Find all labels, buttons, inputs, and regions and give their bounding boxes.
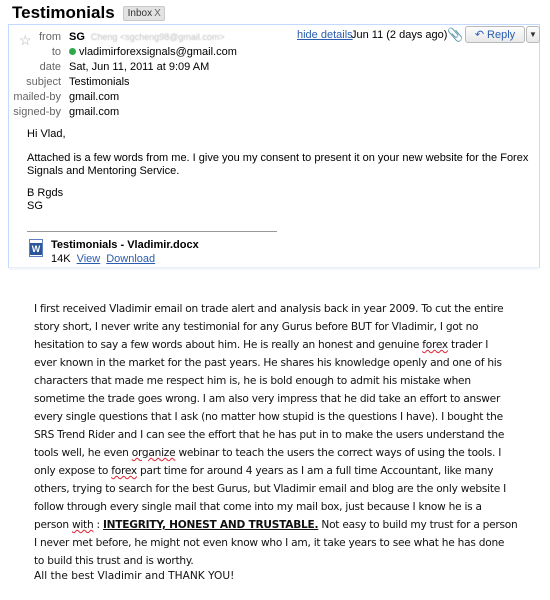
signed-by-label: signed-by: [13, 105, 61, 118]
download-attachment-link[interactable]: Download: [106, 253, 156, 265]
body-line-1: Attached is a few words from me. I give you my consent to present it on your new website for the Forex: [27, 152, 529, 164]
sender-email-redacted: Cheng <sgcheng98@gmail.com>: [90, 31, 225, 42]
date-label: date: [39, 60, 61, 73]
subject-label: subject: [26, 75, 61, 88]
letter-line: to build this trust and is worthy.: [34, 555, 194, 567]
letter-line: [34, 336, 544, 354]
letter-closing: All the best Vladimir and THANK YOU!: [34, 570, 235, 582]
body-line-2: Signals and Mentoring Service.: [27, 165, 180, 177]
inbox-label-text: Inbox: [127, 7, 153, 19]
remove-label-icon[interactable]: X: [154, 7, 161, 19]
date-value: Sat, Jun 11, 2011 at 9:09 AM: [69, 60, 210, 73]
from-label: from: [39, 30, 61, 43]
spellcheck-word: with: [71, 519, 94, 531]
from-row: [9, 29, 225, 44]
letter-text: person: [34, 519, 72, 531]
letter-text: Not easy to build my trust for a person: [318, 519, 518, 531]
letter-line: SRS Trend Rider and I can see the effort that he has put in to make the users understand the: [34, 429, 505, 441]
to-row: [9, 44, 237, 59]
signoff-line-1: B Rgds: [27, 187, 64, 199]
letter-line: [34, 462, 544, 480]
letter-line: [34, 516, 544, 534]
subject-row: [9, 74, 130, 89]
spellcheck-word: forex: [111, 465, 137, 477]
letter-line: every single questions that I ask (no matter how stupid is the questions I have). I bought the: [34, 411, 503, 423]
signed-by-value: gmail.com: [69, 105, 120, 118]
reply-label: Reply: [487, 28, 516, 41]
subject-value: Testimonials: [69, 75, 130, 88]
letter-text: :: [93, 519, 103, 531]
greeting: Hi Vlad,: [27, 128, 66, 140]
to-address[interactable]: vladimirforexsignals@gmail.com: [79, 45, 237, 58]
mailed-by-label: mailed-by: [13, 90, 61, 103]
subject-bar: [12, 2, 165, 24]
chevron-down-icon: ▼: [529, 30, 537, 39]
letter-line: ever known in the market for the past years. He shares his knowledge openly and one of his: [34, 357, 502, 369]
attachment-divider: [27, 231, 277, 232]
letter-line: I first received Vladimir email on trade alert and analysis back in year 2009. To cut the entire: [34, 303, 504, 315]
online-status-icon: [69, 48, 76, 55]
letter-line: others, trying to search for the best Gurus, but Vladimir email and blog are the only website I: [34, 483, 507, 495]
letter-line: sometime the trade goes wrong. I am also very impress that he did take an effort to answer: [34, 393, 501, 405]
reply-button[interactable]: [465, 26, 525, 43]
spellcheck-word: organize: [131, 447, 176, 459]
attachment-meta: [51, 253, 155, 265]
date-row: [9, 59, 209, 74]
view-attachment-link[interactable]: View: [76, 253, 101, 265]
letter-line: [34, 444, 544, 462]
received-date: Jun 11 (2 days ago): [351, 29, 448, 41]
letter-text: only expose to: [34, 465, 112, 477]
mailed-by-value: gmail.com: [69, 90, 120, 103]
signed-by-row: [9, 104, 119, 119]
emphasis-text: INTEGRITY, HONEST AND TRUSTABLE.: [102, 519, 319, 531]
email-subject-title: Testimonials: [12, 3, 115, 22]
word-document-icon: W: [29, 239, 43, 257]
signoff-line-2: SG: [27, 200, 43, 212]
letter-line: characters that made me respect him is, he is bold enough to admit his mistake when: [34, 375, 471, 387]
attachment-name: Testimonials - Vladimir.docx: [51, 239, 199, 251]
star-icon[interactable]: ☆: [19, 32, 32, 48]
letter-text: part time for around 4 years as I am a full time Accountant, like many: [136, 465, 494, 477]
letter-text: trader I: [447, 339, 489, 351]
inbox-label-chip[interactable]: [123, 6, 165, 21]
mailed-by-row: [9, 89, 119, 104]
letter-line: follow through every single mail that come into my mail box, just because I know he is a: [34, 501, 482, 513]
hide-details-link[interactable]: hide details: [297, 29, 353, 41]
letter-text: webinar to teach the users the correct ways of using the tools. I: [175, 447, 502, 459]
sender-name[interactable]: SG: [69, 30, 85, 43]
letter-line: I never met before, he might not even know who I am, it take years to see what he has done: [34, 537, 505, 549]
letter-line: story short, I never write any testimonial for any Gurus before BUT for Vladimir, I got no: [34, 321, 479, 333]
attachment-size: 14K: [51, 253, 71, 265]
letter-text: tools well, he even: [34, 447, 132, 459]
reply-arrow-icon: ↶: [474, 29, 485, 41]
more-actions-button[interactable]: [526, 26, 540, 43]
letter-text: hesitation to say a few words about him. He is really an honest and genuine: [34, 339, 423, 351]
spellcheck-word: forex: [422, 339, 448, 351]
email-message-card: [8, 24, 540, 268]
to-label: to: [51, 45, 61, 58]
testimonial-letter: [34, 300, 544, 570]
paperclip-icon: 📎: [447, 27, 464, 42]
